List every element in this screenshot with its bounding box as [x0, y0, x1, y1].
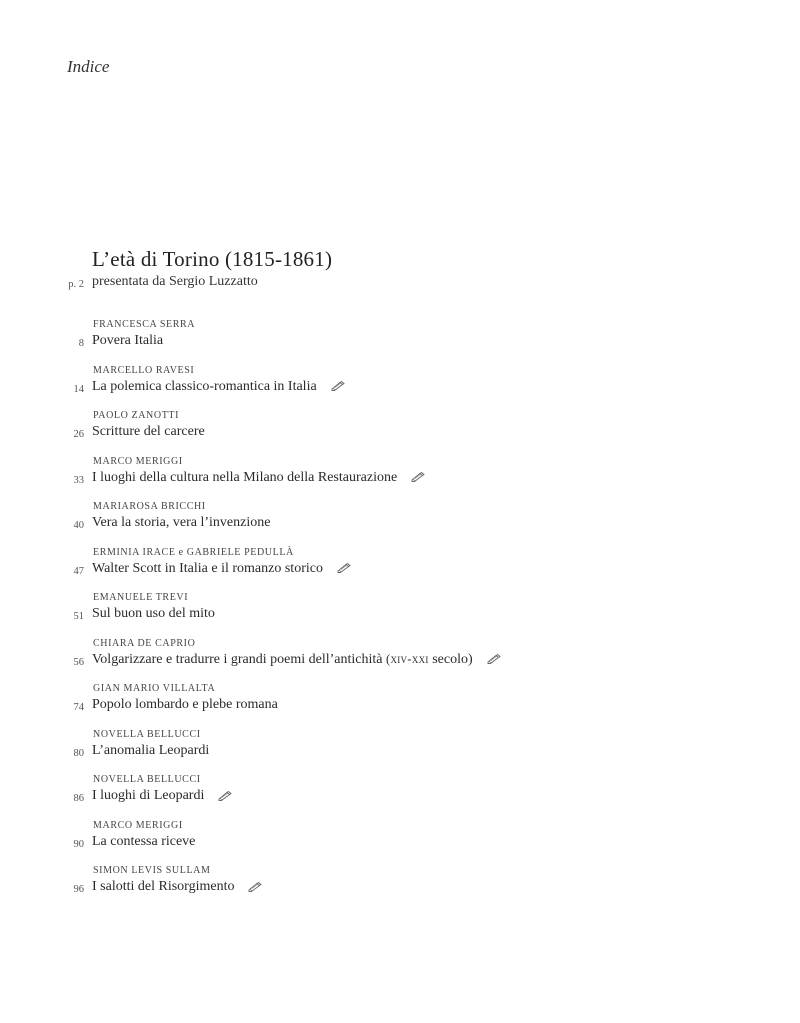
- entry-title[interactable]: [92, 470, 425, 486]
- entry-title[interactable]: [92, 606, 215, 622]
- entry-author: PAOLO ZANOTTI: [93, 410, 180, 421]
- entry-title[interactable]: [92, 515, 270, 531]
- entry-author: SIMON LEVIS SULLAM: [93, 865, 211, 876]
- entry-title-text: I luoghi della cultura nella Milano della Restaurazione: [92, 469, 398, 485]
- entry-title[interactable]: [92, 697, 278, 713]
- entry-title-text: Povera Italia: [92, 333, 164, 348]
- entry-title[interactable]: [92, 379, 345, 395]
- entry-title[interactable]: [92, 424, 205, 440]
- pencil-icon: [218, 790, 232, 800]
- toc-entry[interactable]: [0, 319, 800, 365]
- entry-title[interactable]: [92, 333, 163, 349]
- pencil-icon: [337, 562, 351, 572]
- entry-author: NOVELLA BELLUCCI: [93, 774, 201, 785]
- pencil-icon: [331, 380, 345, 390]
- entry-title-century: (xiv-xxi: [386, 651, 429, 666]
- entry-author: MARCO MERIGGI: [93, 819, 183, 831]
- entry-title-text: Walter Scott in Italia e il romanzo storico: [92, 560, 323, 576]
- toc-entry[interactable]: [0, 729, 800, 775]
- pencil-icon: [411, 471, 425, 481]
- toc-entries: [0, 319, 800, 911]
- toc-entry[interactable]: [0, 820, 800, 866]
- entry-title-suffix: secolo): [432, 651, 473, 667]
- entry-title-text: L’anomalia Leopardi: [92, 742, 210, 758]
- entry-author: CHIARA DE CAPRIO: [93, 637, 196, 649]
- toc-entry[interactable]: [0, 683, 800, 729]
- entry-page-number: 96: [73, 884, 84, 895]
- index-heading: Indice: [67, 57, 110, 76]
- entry-page-number: 8: [78, 338, 84, 349]
- entry-title-text: I salotti del Risorgimento: [92, 879, 235, 894]
- entry-author: ERMINIA IRACE e GABRIELE PEDULLÀ: [93, 546, 294, 558]
- toc-entry[interactable]: [0, 547, 800, 593]
- entry-author: FRANCESCA SERRA: [93, 319, 196, 330]
- entry-title-text: Volgarizzare e tradurre i grandi poemi dell’antichità: [92, 651, 383, 667]
- entry-title-text: Popolo lombardo e plebe romana: [92, 697, 278, 712]
- entry-title[interactable]: [92, 561, 351, 577]
- entry-author: GIAN MARIO VILLALTA: [93, 683, 216, 694]
- toc-entry[interactable]: [0, 638, 800, 684]
- entry-page-number: 33: [73, 474, 84, 486]
- entry-author: MARIAROSA BRICCHI: [93, 501, 206, 512]
- section-title: L’età di Torino (1815-1861): [92, 247, 333, 271]
- toc-entry[interactable]: [0, 410, 800, 456]
- toc-entry[interactable]: [0, 865, 800, 911]
- entry-title-text: Sul buon uso del mito: [92, 606, 215, 621]
- entry-title[interactable]: [92, 834, 195, 850]
- toc-entry[interactable]: [0, 592, 800, 638]
- entry-title[interactable]: [92, 652, 501, 668]
- toc-entry[interactable]: [0, 501, 800, 547]
- toc-entry[interactable]: [0, 774, 800, 820]
- entry-page-number: 86: [73, 793, 84, 804]
- entry-page-number: 26: [73, 429, 84, 440]
- pencil-icon: [487, 653, 501, 663]
- entry-page-number: 56: [73, 656, 84, 668]
- entry-title[interactable]: [92, 879, 262, 895]
- entry-author: NOVELLA BELLUCCI: [93, 728, 201, 740]
- intro-page-number: p. 2: [68, 279, 84, 290]
- entry-page-number: 80: [73, 747, 84, 759]
- entry-page-number: 51: [73, 611, 84, 622]
- entry-title-text: Vera la storia, vera l’invenzione: [92, 515, 271, 530]
- entry-page-number: 47: [73, 565, 84, 577]
- entry-page-number: 14: [73, 383, 84, 395]
- intro-text: presentata da Sergio Luzzatto: [92, 274, 258, 289]
- entry-title-text: La contessa riceve: [92, 833, 196, 849]
- toc-entry[interactable]: [0, 365, 800, 411]
- entry-title[interactable]: [92, 743, 209, 759]
- entry-title-text: I luoghi di Leopardi: [92, 788, 205, 803]
- entry-title[interactable]: [92, 788, 232, 804]
- entry-author: EMANUELE TREVI: [93, 592, 189, 603]
- entry-author: MARCELLO RAVESI: [93, 364, 195, 376]
- toc-entry[interactable]: [0, 456, 800, 502]
- entry-page-number: 90: [73, 838, 84, 850]
- section-intro-row: [0, 274, 800, 292]
- entry-page-number: 40: [73, 520, 84, 531]
- entry-author: MARCO MERIGGI: [93, 455, 183, 467]
- pencil-icon: [248, 881, 262, 891]
- entry-title-text: Scritture del carcere: [92, 424, 205, 439]
- entry-title-text: La polemica classico-romantica in Italia: [92, 378, 317, 394]
- entry-page-number: 74: [73, 702, 84, 713]
